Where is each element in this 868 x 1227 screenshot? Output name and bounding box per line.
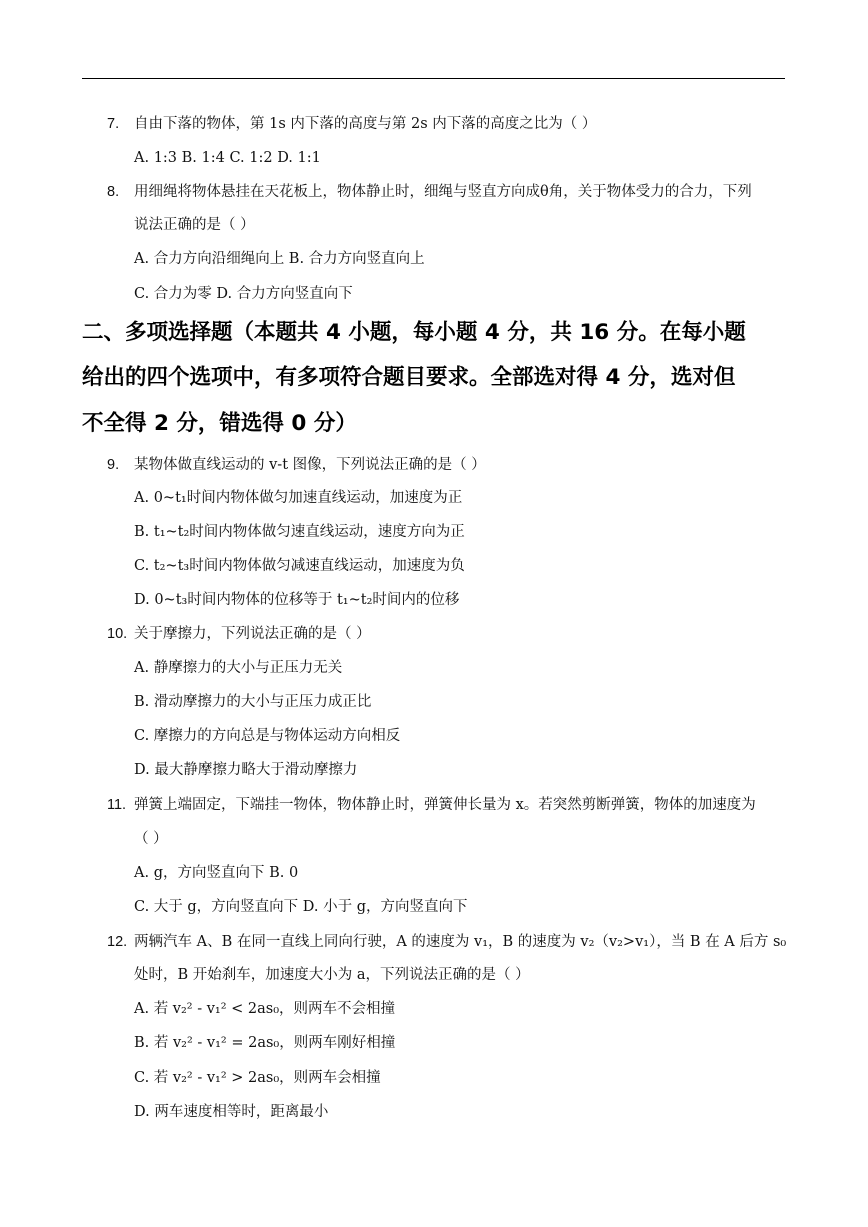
section-heading-line: 二、多项选择题（本题共 4 小题，每小题 4 分，共 16 分。在每小题 [82, 320, 746, 345]
option-c: C. 若 v₂² - v₁² > 2as₀，则两车会相撞 [134, 1070, 381, 1086]
option-a: A. 若 v₂² - v₁² < 2as₀，则两车不会相撞 [134, 1001, 396, 1017]
header-rule [82, 78, 785, 79]
option-d: D. 最大静摩擦力略大于滑动摩擦力 [134, 762, 358, 778]
question-text-continued: （ ） [134, 831, 168, 847]
options-line: A. 合力方向沿细绳向上 B. 合力方向竖直向上 [134, 251, 425, 267]
option-a: A. 0~t₁时间内物体做匀加速直线运动，加速度为正 [134, 490, 463, 506]
section-heading-line: 给出的四个选项中，有多项符合题目要求。全部选对得 4 分，选对但 [82, 365, 736, 390]
option-b: B. 滑动摩擦力的大小与正压力成正比 [134, 694, 372, 710]
option-b: B. t₁~t₂时间内物体做匀速直线运动，速度方向为正 [134, 524, 465, 540]
option-c: C. 摩擦力的方向总是与物体运动方向相反 [134, 728, 401, 744]
question-number: 10. [107, 626, 128, 642]
option-d: D. 0~t₃时间内物体的位移等于 t₁~t₂时间内的位移 [134, 592, 460, 608]
question-text: 关于摩擦力，下列说法正确的是（ ） [134, 626, 371, 642]
option-c: C. t₂~t₃时间内物体做匀减速直线运动，加速度为负 [134, 558, 465, 574]
option-d: D. 两车速度相等时，距离最小 [134, 1104, 329, 1120]
section-heading-line: 不全得 2 分，错选得 0 分） [82, 411, 357, 436]
option-a: A. 静摩擦力的大小与正压力无关 [134, 660, 343, 676]
question-text: 某物体做直线运动的 v-t 图像，下列说法正确的是（ ） [134, 457, 486, 473]
options-line: C. 合力为零 D. 合力方向竖直向下 [134, 286, 353, 302]
question-text: 弹簧上端固定，下端挂一物体，物体静止时，弹簧伸长量为 x。若突然剪断弹簧，物体的加速度为 [134, 797, 756, 813]
option-b: B. 若 v₂² - v₁² = 2as₀，则两车刚好相撞 [134, 1035, 396, 1051]
question-text: 用细绳将物体悬挂在天花板上，物体静止时，细绳与竖直方向成θ角，关于物体受力的合力，下列 [134, 184, 752, 200]
question-text-continued: 说法正确的是（ ） [134, 217, 255, 233]
question-text: 自由下落的物体，第 1s 内下落的高度与第 2s 内下落的高度之比为（ ） [134, 116, 597, 132]
question-text-continued: 处时，B 开始刹车，加速度大小为 a，下列说法正确的是（ ） [134, 967, 530, 983]
question-number: 12. [107, 934, 128, 950]
options-line: A. 1:3 B. 1:4 C. 1:2 D. 1:1 [134, 150, 321, 166]
question-number: 8. [107, 184, 120, 200]
question-number: 7. [107, 116, 120, 132]
options-line: C. 大于 g，方向竖直向下 D. 小于 g，方向竖直向下 [134, 899, 468, 915]
options-line: A. g，方向竖直向下 B. 0 [134, 865, 299, 881]
question-text: 两辆汽车 A、B 在同一直线上同向行驶，A 的速度为 v₁，B 的速度为 v₂（v₂>v₁），当 B 在 A 后方 s₀ [134, 934, 787, 950]
question-number: 9. [107, 457, 120, 473]
question-number: 11. [107, 797, 127, 813]
